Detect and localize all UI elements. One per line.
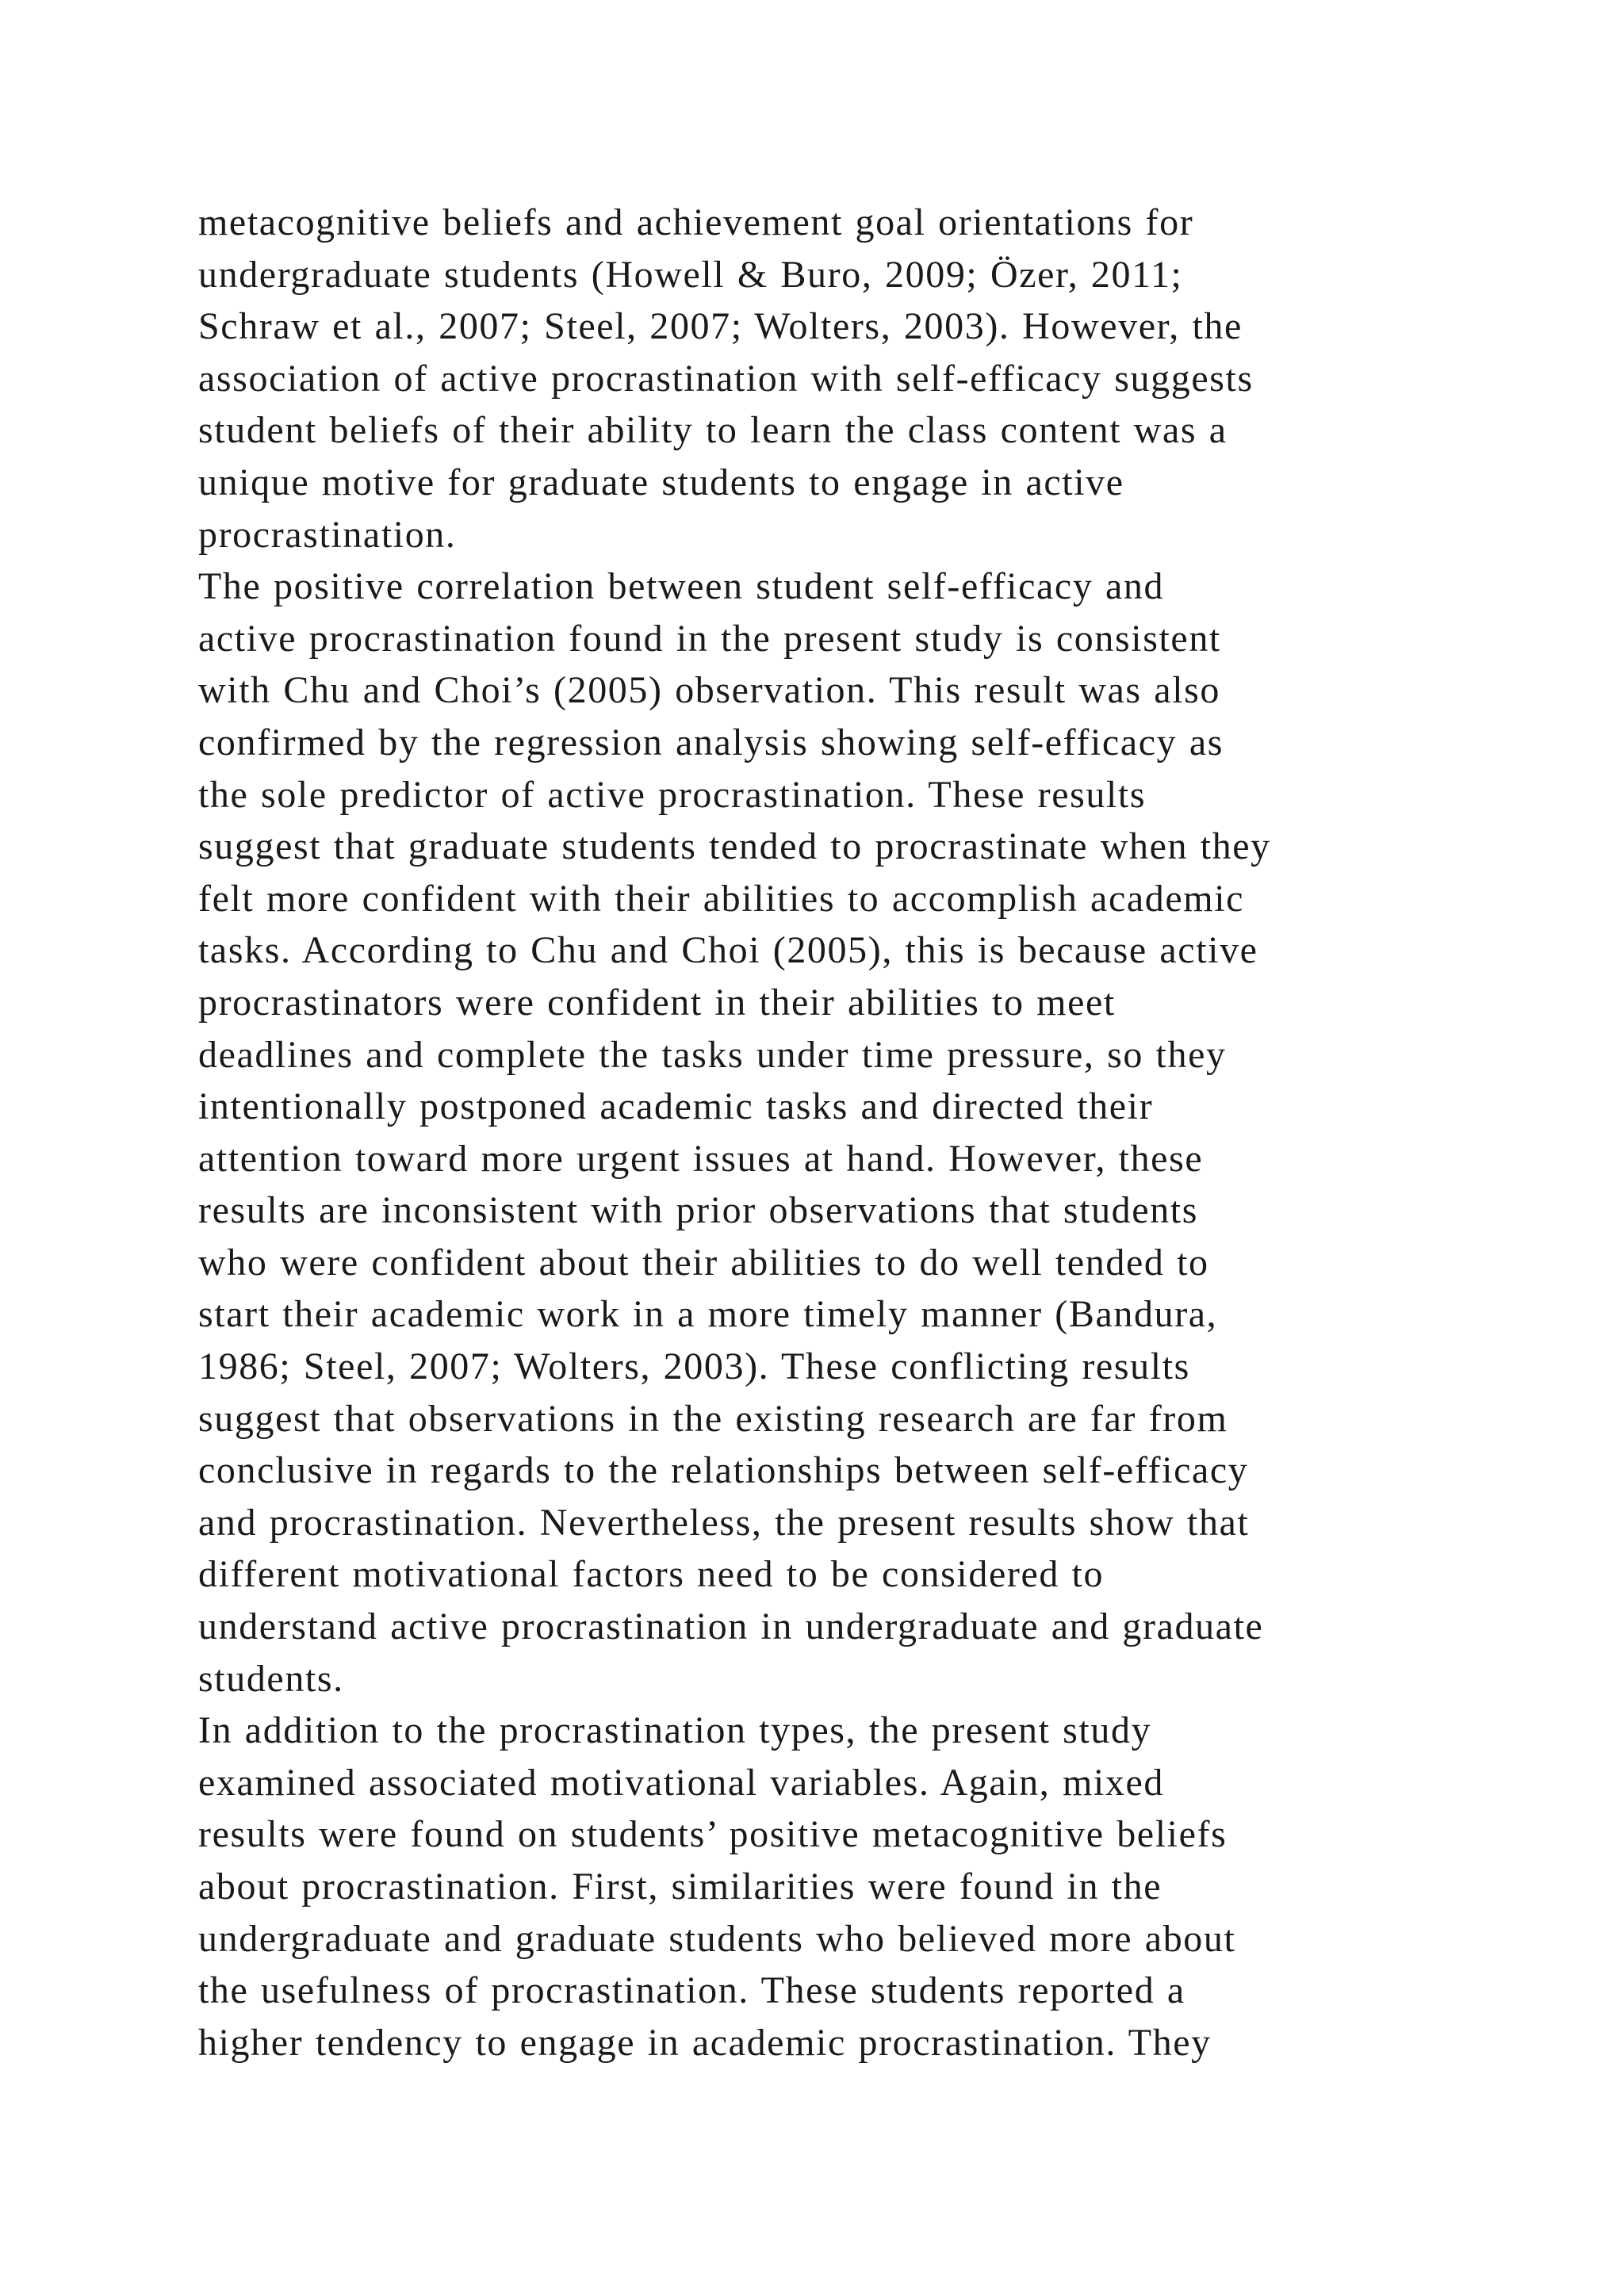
text-line: attention toward more urgent issues at hand. However, these bbox=[198, 1137, 1204, 1180]
text-line: students. bbox=[198, 1657, 344, 1700]
text-line: about procrastination. First, similarities were found in the bbox=[198, 1866, 1162, 1908]
text-line: The positive correlation between student self-efficacy and bbox=[198, 565, 1165, 608]
text-line: examined associated motivational variables. Again, mixed bbox=[198, 1761, 1164, 1804]
text-line: association of active procrastination with self-efficacy suggests bbox=[198, 357, 1254, 400]
text-line: the sole predictor of active procrastination. These results bbox=[198, 773, 1147, 816]
text-line: Schraw et al., 2007; Steel, 2007; Wolters, 2003). However, the bbox=[198, 305, 1243, 348]
text-line: higher tendency to engage in academic procrastination. They bbox=[198, 2021, 1212, 2064]
text-line: procrastinators were confident in their abilities to meet bbox=[198, 981, 1116, 1024]
text-line: In addition to the procrastination types, the present study bbox=[198, 1709, 1152, 1752]
text-line: intentionally postponed academic tasks and directed their bbox=[198, 1085, 1154, 1128]
text-line: metacognitive beliefs and achievement goal orientations for bbox=[198, 201, 1194, 243]
text-line: results are inconsistent with prior observations that students bbox=[198, 1189, 1199, 1232]
text-line: suggest that observations in the existing research are far from bbox=[198, 1397, 1228, 1440]
text-line: who were confident about their abilities to do well tended to bbox=[198, 1241, 1209, 1284]
text-line: unique motive for graduate students to engage in active bbox=[198, 461, 1124, 503]
text-line: with Chu and Choi’s (2005) observation. This result was also bbox=[198, 669, 1221, 712]
text-line: confirmed by the regression analysis showing self-efficacy as bbox=[198, 721, 1224, 763]
text-line: start their academic work in a more timely manner (Bandura, bbox=[198, 1293, 1218, 1336]
text-line: the usefulness of procrastination. These students reported a bbox=[198, 1969, 1185, 2012]
text-line: deadlines and complete the tasks under time pressure, so they bbox=[198, 1033, 1227, 1076]
text-line: undergraduate and graduate students who believed more about bbox=[198, 1917, 1236, 1960]
text-line: conclusive in regards to the relationships between self-efficacy bbox=[198, 1449, 1249, 1492]
text-line: procrastination. bbox=[198, 513, 457, 556]
text-line: suggest that graduate students tended to procrastinate when they bbox=[198, 825, 1271, 868]
text-line: results were found on students’ positive metacognitive beliefs bbox=[198, 1813, 1228, 1856]
text-line: student beliefs of their ability to learn the class content was a bbox=[198, 409, 1228, 452]
text-line: 1986; Steel, 2007; Wolters, 2003). These conflicting results bbox=[198, 1345, 1190, 1388]
text-line: and procrastination. Nevertheless, the present results show that bbox=[198, 1501, 1250, 1544]
text-line: active procrastination found in the present study is consistent bbox=[198, 617, 1221, 660]
text-line: different motivational factors need to be considered to bbox=[198, 1553, 1105, 1596]
text-line: tasks. According to Chu and Choi (2005), this is because active bbox=[198, 929, 1258, 972]
text-line: undergraduate students (Howell & Buro, 2009; Özer, 2011; bbox=[198, 253, 1183, 296]
body-text bbox=[198, 197, 1499, 2068]
text-line: felt more confident with their abilities to accomplish academic bbox=[198, 877, 1245, 920]
text-line: understand active procrastination in undergraduate and graduate bbox=[198, 1605, 1264, 1648]
